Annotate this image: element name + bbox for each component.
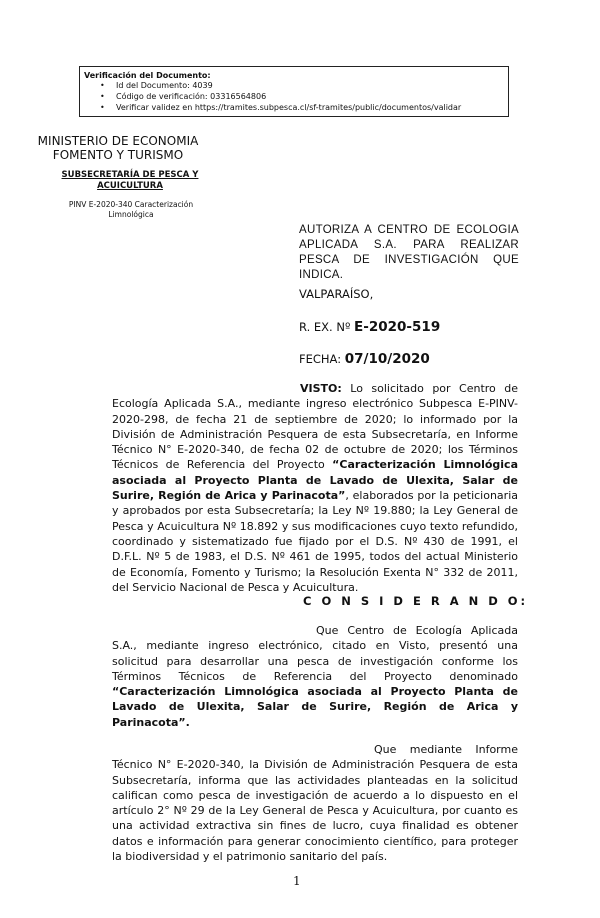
verification-title: Verificación del Documento:: [84, 71, 211, 80]
ministry-line-2: FOMENTO Y TURISMO: [52, 148, 184, 162]
reference-code: [66, 200, 196, 220]
visto-label: VISTO:: [300, 382, 342, 395]
resolution-value: E-2020-519: [354, 319, 441, 335]
considerando-heading: C O N S I D E R A N D O:: [303, 594, 529, 608]
considerando-1-project: “Caracterización Limnológica asociada al Proyecto Planta de Lavado de Ulexita, Salar de Surire, Región de Arica y Parinacota”: [112, 685, 518, 729]
ministry-line-1: MINISTERIO DE ECONOMIA: [37, 134, 199, 148]
verification-url[interactable]: • Verificar validez en https://tramites.subpesca.cl/sf-tramites/public/documentos/validar: [100, 102, 505, 113]
verification-id: • Id del Documento: 4039: [100, 80, 505, 91]
page-number: 1: [293, 874, 301, 888]
resolution-date: [299, 351, 430, 367]
subsecretaria-name: [45, 170, 215, 192]
city: VALPARAÍSO,: [299, 287, 374, 301]
date-value: 07/10/2020: [344, 351, 430, 367]
verification-list: [100, 80, 505, 113]
document-title: AUTORIZA A CENTRO DE ECOLOGIA APLICADA S.A. PARA REALIZAR PESCA DE INVESTIGACIÓN QUE INDICA.: [299, 224, 519, 281]
resolution-number: [299, 319, 440, 335]
considerando-1-text-b: .: [185, 715, 190, 729]
subsecretaria-line-1: SUBSECRETARÍA DE PESCA Y: [61, 170, 199, 180]
date-label: FECHA:: [299, 352, 342, 366]
subsecretaria-line-2: ACUICULTURA: [97, 181, 163, 191]
visto-paragraph: [112, 381, 518, 595]
reference-line-2: Limnológica: [108, 210, 154, 219]
visto-text-b: , elaborados por la peticionaria y aprobados por esta Subsecretaría; la Ley Nº 19.880; la Ley General de Pesca y Acuicultura Nº 18.892 y sus modificaciones cuyo texto refundido, coordinado y sistematizado fue fijado por el D.S. Nº 430 de 1991, el D.F.L. Nº 5 de 1983, el D.S. Nº 461 de 1995, todos del actual Ministerio de Economía, Fomento y Turismo; la Resolución Exenta N° 332 de 2011, del Servicio Nacional de Pesca y Acuicultura.: [112, 489, 518, 594]
considerando-1-text-a: Que Centro de Ecología Aplicada S.A., mediante ingreso electrónico, citado en Visto, presentó una solicitud para desarrollar una pesca de investigación conforme los Términos Técnicos de Referencia del Proyecto denominado: [112, 624, 518, 683]
resolution-label: R. EX. Nº: [299, 320, 351, 334]
considerando-paragraph-1: [112, 623, 518, 730]
ministry-name: [20, 134, 216, 162]
verification-code: • Código de verificación: 03316564806: [100, 91, 505, 102]
reference-line-1: PINV E-2020-340 Caracterización: [68, 200, 194, 209]
visto-project: “Caracterización Limnológica asociada al Proyecto Planta de Lavado de Ulexita, Salar de Surire, Región de Arica y Parinacota”: [112, 458, 518, 503]
considerando-paragraph-2: Que mediante Informe Técnico N° E-2020-340, la División de Administración Pesquera de esta Subsecretaría, informa que las actividades planteadas en la solicitud califican como pesca de investigación de acuerdo a lo dispuesto en el artículo 2° Nº 29 de la Ley General de Pesca y Acuicultura, por cuanto es una actividad extractiva sin fines de lucro, cuya finalidad es obtener datos e información para generar conocimiento científico, para proteger la biodiversidad y el patrimonio sanitario del país.: [112, 743, 518, 864]
visto-text-a: Lo solicitado por Centro de Ecología Aplicada S.A., mediante ingreso electrónico Subpesca E-PINV-2020-298, de fecha 21 de septiembre de 2020; lo informado por la División de Administración Pesquera de esta Subsecretaría, en Informe Técnico N° E-2020-340, de fecha 02 de octubre de 2020; los Términos Técnicos de Referencia del Proyecto: [112, 382, 518, 472]
